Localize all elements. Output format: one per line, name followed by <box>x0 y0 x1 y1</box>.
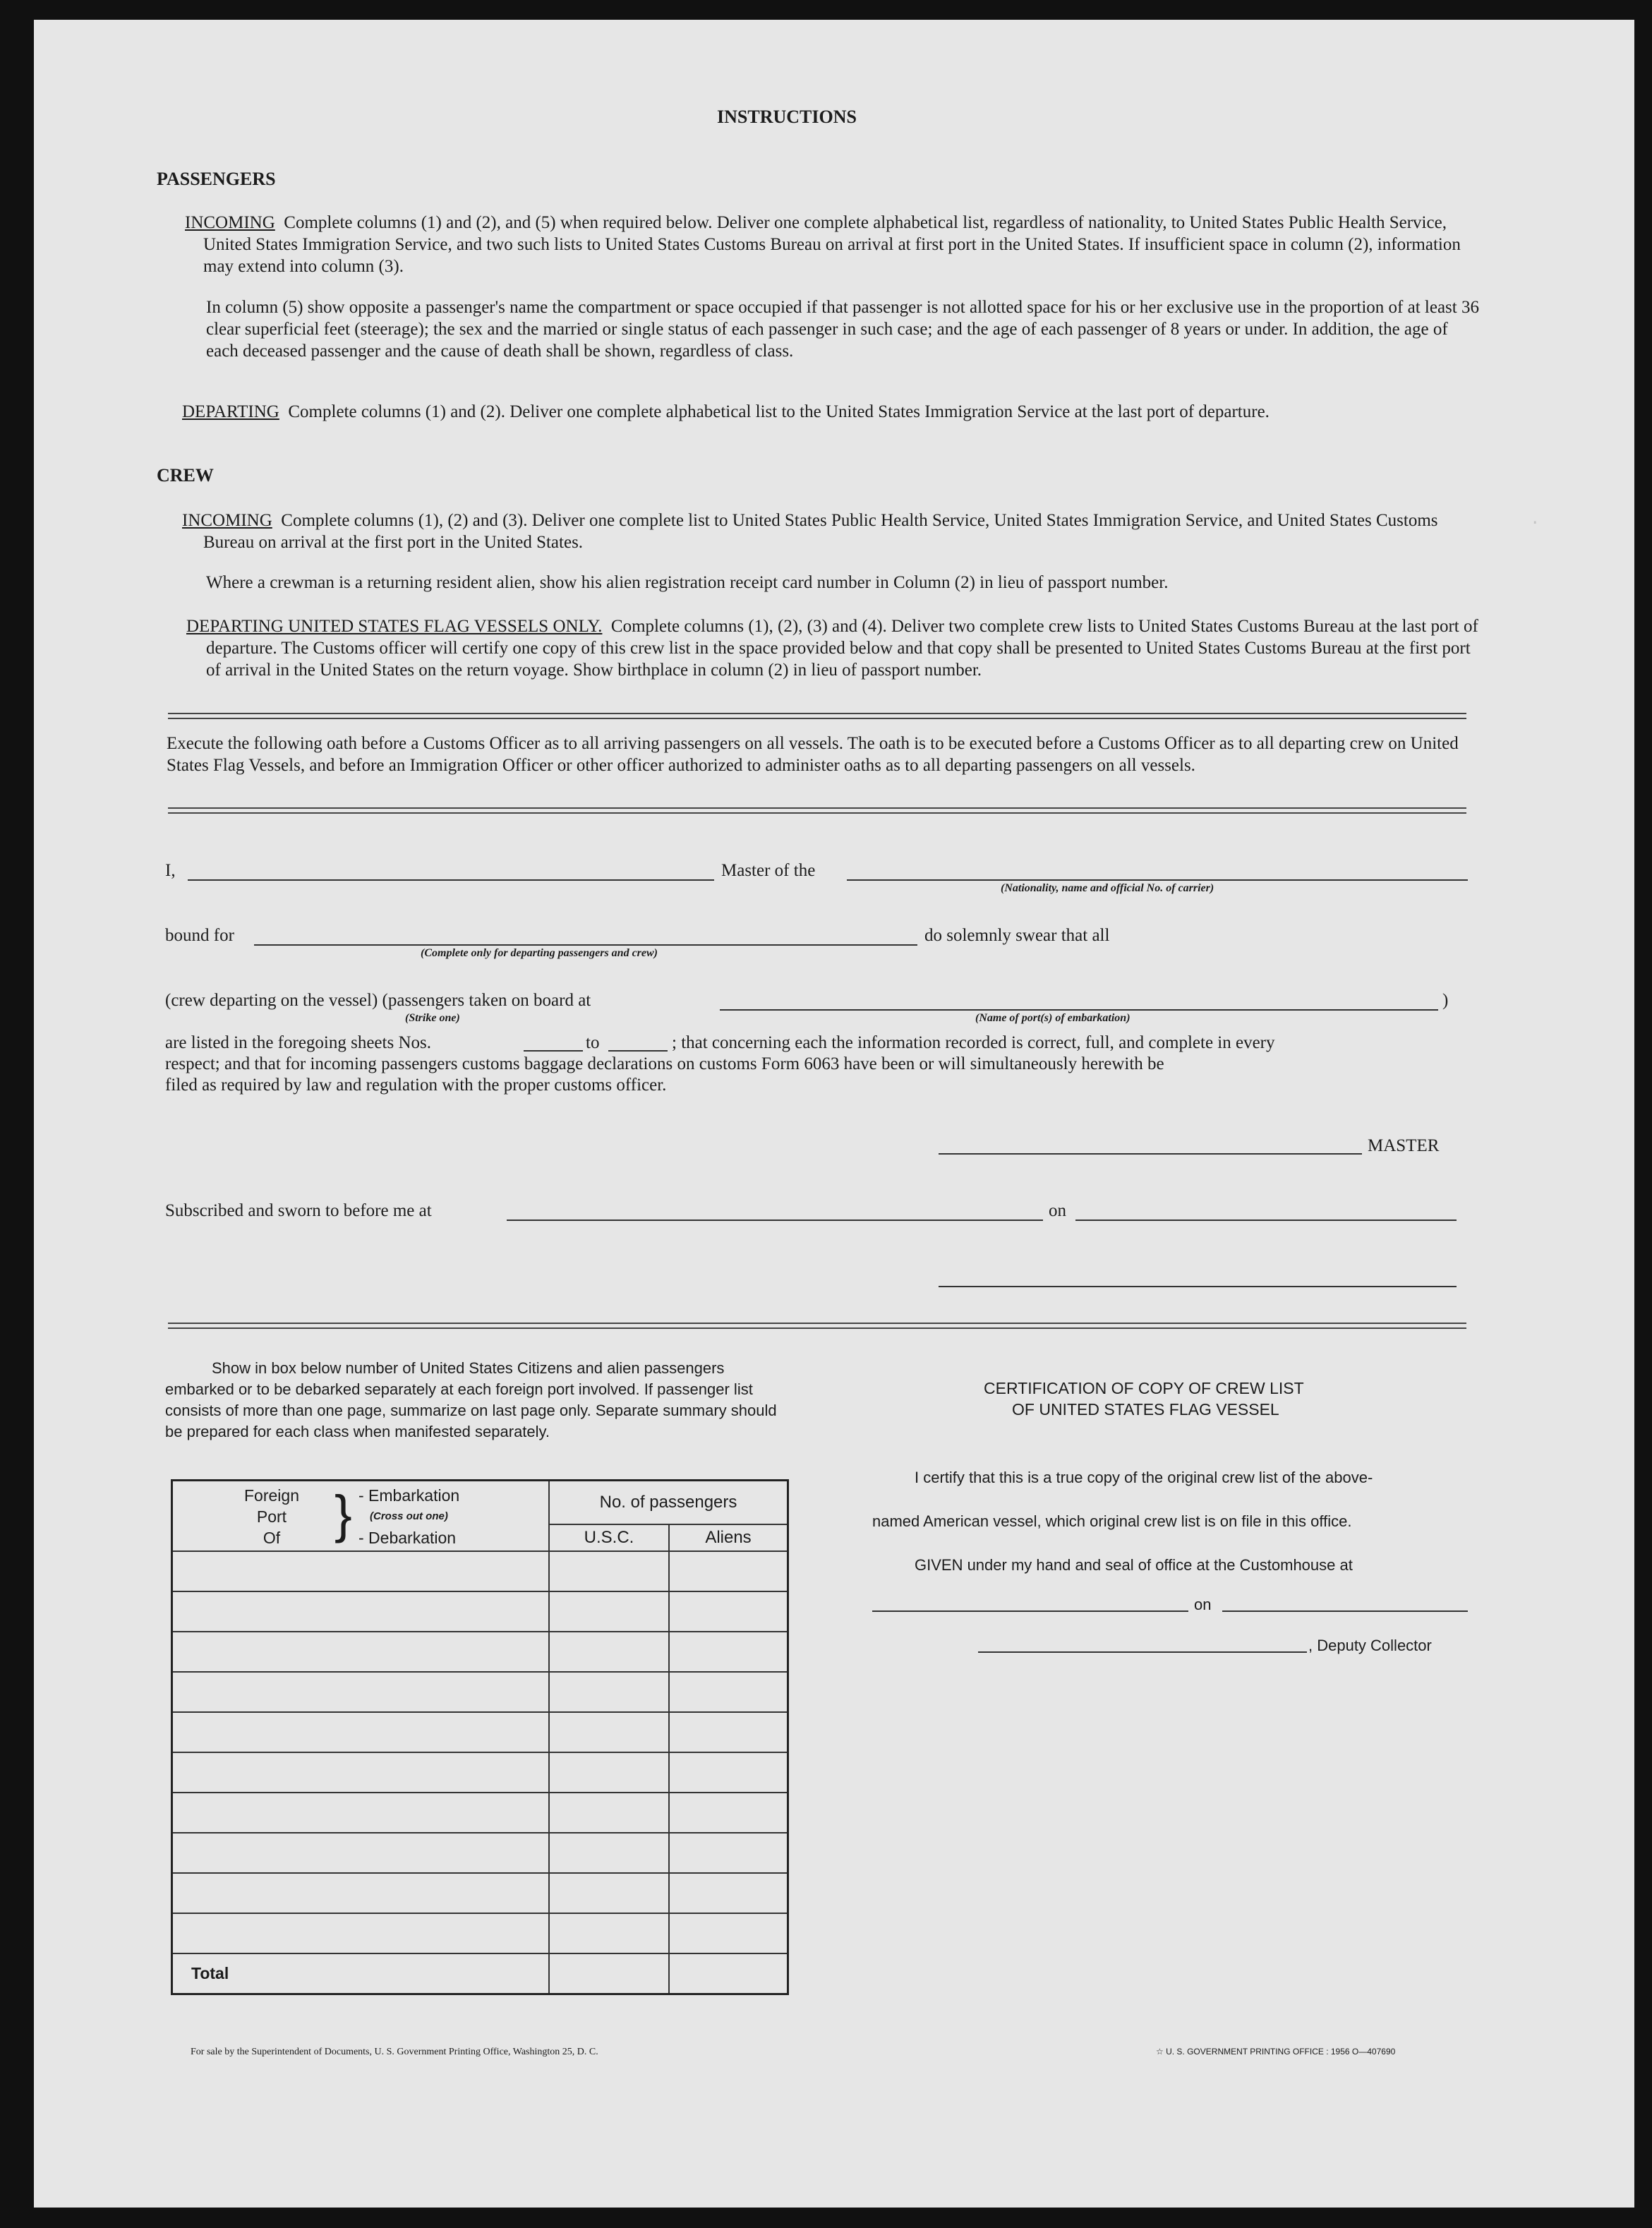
strike-one-caption: (Strike one) <box>405 1012 460 1024</box>
table-row <box>172 1793 788 1833</box>
listed-text-4: filed as required by law and regulation with the proper customs officer. <box>165 1076 667 1095</box>
usc-cell[interactable] <box>549 1873 669 1913</box>
passenger-summary-table <box>171 1479 789 1995</box>
crew-departing-label: DEPARTING UNITED STATES FLAG VESSELS ONLY. <box>186 617 603 636</box>
port-cell[interactable] <box>172 1913 550 1953</box>
table-row <box>172 1632 788 1672</box>
footer-right: ☆ U. S. GOVERNMENT PRINTING OFFICE : 1956 O—407690 <box>1156 2047 1396 2057</box>
no-of-passengers-header: No. of passengers <box>549 1481 788 1524</box>
usc-cell[interactable] <box>549 1672 669 1712</box>
listed-text-1: are listed in the foregoing sheets Nos. <box>165 1033 431 1052</box>
usc-header: U.S.C. <box>549 1524 669 1551</box>
subscribed-label: Subscribed and sworn to before me at <box>165 1201 432 1220</box>
port-caption: (Name of port(s) of embarkation) <box>975 1012 1131 1024</box>
certification-line-3: GIVEN under my hand and seal of office at the Customhouse at <box>915 1556 1353 1574</box>
crew-incoming-text: Complete columns (1), (2) and (3). Deliver one complete list to United States Public Health Service, United States Immigration Service, and United States Customs Bureau on arrival at the first port in the United States. <box>203 511 1438 552</box>
passengers-incoming-text: Complete columns (1) and (2), and (5) when required below. Deliver one complete alphabetical list, regardless of nationality, to United States Public Health Service, United States Immigration Service, and two such lists to United States Customs Bureau on arrival at first port in the United States. If insufficient space in column (2), information may extend into column (3). <box>203 213 1461 276</box>
officer-signature-field[interactable] <box>939 1286 1457 1287</box>
certification-title-2: OF UNITED STATES FLAG VESSEL <box>1012 1400 1279 1419</box>
port-cell[interactable] <box>172 1793 550 1833</box>
sheets-to-field[interactable] <box>608 1050 668 1052</box>
usc-cell[interactable] <box>549 1752 669 1793</box>
oath-instruction: Execute the following oath before a Customs Officer as to all arriving passengers on all vessels. The oath is to be executed before a Customs Officer as to all departing crew on United States Flag Vessels, and before an Immigration Officer or other officer authorized to administer oaths as to all departing passengers on all vessels. <box>167 734 1459 775</box>
customhouse-field[interactable] <box>872 1610 1188 1612</box>
passengers-incoming-paragraph <box>185 212 1481 277</box>
page-heading: INSTRUCTIONS <box>717 107 857 127</box>
embarkation-label[interactable]: - Embarkation <box>358 1486 460 1505</box>
master-of-the-label: Master of the <box>721 861 816 880</box>
master-name-field[interactable] <box>188 879 714 881</box>
foreign-port-of-labels <box>244 1485 299 1548</box>
usc-cell[interactable] <box>549 1833 669 1873</box>
solemnly-swear-text: do solemnly swear that all <box>924 926 1110 945</box>
aliens-cell[interactable] <box>669 1551 788 1591</box>
certification-date-field[interactable] <box>1222 1610 1468 1612</box>
table-row <box>172 1752 788 1793</box>
passengers-incoming-label: INCOMING <box>185 213 275 232</box>
crew-incoming-paragraph <box>182 510 1481 553</box>
certification-title-1: CERTIFICATION OF COPY OF CREW LIST <box>984 1379 1304 1397</box>
embarkation-options <box>358 1485 459 1548</box>
crew-departing-text: Complete columns (1), (2), (3) and (4). Deliver two complete crew lists to United States Customs Bureau at the last port of departure. The Customs officer will certify one copy of this crew list in the space provided below and that copy shall be presented to United States Customs Bureau at the first port of arrival in the United States on the return voyage. Show birthplace in column (2) in lieu of passport number. <box>206 617 1478 680</box>
to-label: to <box>586 1033 600 1052</box>
aliens-cell[interactable] <box>669 1712 788 1752</box>
port-cell[interactable] <box>172 1591 550 1632</box>
passengers-column5-paragraph: In column (5) show opposite a passenger's name the compartment or space occupied if that passenger is not allotted space for his or her exclusive use in the proportion of at least 36 clear superficial feet (steerage); the sex and the married or single status of each passenger in such case; and the age of each passenger of 8 years or under. In addition, the age of each deceased passenger and the cause of death shall be shown, regardless of class. <box>206 298 1479 361</box>
sworn-date-field[interactable] <box>1075 1220 1457 1221</box>
usc-cell[interactable] <box>549 1712 669 1752</box>
master-label: MASTER <box>1368 1136 1440 1155</box>
footer-left: For sale by the Superintendent of Documents, U. S. Government Printing Office, Washington 25, D. C. <box>191 2047 598 2057</box>
total-label: Total <box>172 1953 550 1994</box>
passengers-departing-text: Complete columns (1) and (2). Deliver one complete alphabetical list to the United States Immigration Service at the last port of departure. <box>288 402 1270 421</box>
carrier-field[interactable] <box>847 879 1468 881</box>
usc-cell[interactable] <box>549 1913 669 1953</box>
listed-text-3: respect; and that for incoming passengers customs baggage declarations on customs Form 6063 have been or will simultaneously herewith be <box>165 1054 1164 1073</box>
bound-for-label: bound for <box>165 926 234 945</box>
crew-section-title: CREW <box>157 465 214 486</box>
carrier-caption: (Nationality, name and official No. of carrier) <box>1001 882 1214 894</box>
aliens-cell[interactable] <box>669 1591 788 1632</box>
certification-on-label: on <box>1194 1596 1212 1613</box>
table-row <box>172 1672 788 1712</box>
passengers-departing-label: DEPARTING <box>182 402 279 421</box>
foreign-label: Foreign <box>244 1486 299 1505</box>
aliens-cell[interactable] <box>669 1632 788 1672</box>
port-cell[interactable] <box>172 1632 550 1672</box>
sheets-from-field[interactable] <box>524 1050 583 1052</box>
port-label: Port <box>256 1507 287 1526</box>
table-row <box>172 1551 788 1591</box>
oath-i-label: I, <box>165 861 176 880</box>
usc-cell[interactable] <box>549 1591 669 1632</box>
deputy-collector-signature-field[interactable] <box>978 1651 1307 1653</box>
passengers-departing-paragraph <box>182 401 1481 423</box>
usc-total-cell[interactable] <box>549 1953 669 1994</box>
port-cell[interactable] <box>172 1672 550 1712</box>
brace-symbol: } <box>334 1485 352 1543</box>
certification-line-1: I certify that this is a true copy of the original crew list of the above- <box>915 1469 1373 1486</box>
aliens-cell[interactable] <box>669 1913 788 1953</box>
summary-instructions: Show in box below number of United States Citizens and alien passengers embarked or to be debarked separately at each foreign port involved. If passenger list consists of more than one page, summarize on last page only. Separate summary should be prepared for each class when manifested separately. <box>165 1359 777 1440</box>
table-row <box>172 1712 788 1752</box>
usc-cell[interactable] <box>549 1632 669 1672</box>
table-row <box>172 1591 788 1632</box>
usc-cell[interactable] <box>549 1793 669 1833</box>
aliens-cell[interactable] <box>669 1793 788 1833</box>
foreign-port-header <box>172 1481 550 1552</box>
table-row <box>172 1913 788 1953</box>
deputy-collector-label: , Deputy Collector <box>1308 1637 1432 1654</box>
aliens-cell[interactable] <box>669 1833 788 1873</box>
aliens-header: Aliens <box>669 1524 788 1551</box>
port-cell[interactable] <box>172 1873 550 1913</box>
bound-for-field[interactable] <box>254 944 917 946</box>
section-divider <box>168 807 1466 814</box>
close-paren: ) <box>1442 991 1449 1010</box>
table-row <box>172 1873 788 1913</box>
cross-out-caption: (Cross out one) <box>370 1510 448 1522</box>
sworn-on-label: on <box>1049 1201 1066 1220</box>
crew-incoming-label: INCOMING <box>182 511 272 530</box>
passengers-section-title: PASSENGERS <box>157 169 276 189</box>
usc-cell[interactable] <box>549 1551 669 1591</box>
sworn-place-field[interactable] <box>507 1220 1043 1221</box>
aliens-cell[interactable] <box>669 1752 788 1793</box>
debarkation-label[interactable]: - Debarkation <box>358 1529 457 1547</box>
certification-line-2: named American vessel, which original crew list is on file in this office. <box>872 1512 1352 1530</box>
crew-resident-paragraph: Where a crewman is a returning resident alien, show his alien registration receipt card number in Column (2) in lieu of passport number. <box>206 573 1169 592</box>
table-row <box>172 1833 788 1873</box>
bleed-through-marks: · <box>1530 514 1541 533</box>
total-row <box>172 1953 788 1994</box>
bound-for-caption: (Complete only for departing passengers and crew) <box>421 947 658 959</box>
section-divider <box>168 713 1466 719</box>
port-cell[interactable] <box>172 1752 550 1793</box>
port-of-embarkation-field[interactable] <box>720 1009 1438 1011</box>
section-divider <box>168 1323 1466 1329</box>
form-page <box>34 20 1634 2208</box>
of-label: Of <box>263 1529 281 1547</box>
crew-departing-text: (crew departing on the vessel) (passengers taken on board at <box>165 991 591 1010</box>
master-signature-field[interactable] <box>939 1153 1362 1155</box>
port-cell[interactable] <box>172 1551 550 1591</box>
listed-text-2: ; that concerning each the information recorded is correct, full, and complete in every <box>672 1033 1275 1052</box>
port-cell[interactable] <box>172 1712 550 1752</box>
crew-departing-paragraph <box>186 615 1481 681</box>
aliens-cell[interactable] <box>669 1873 788 1913</box>
aliens-cell[interactable] <box>669 1672 788 1712</box>
port-cell[interactable] <box>172 1833 550 1873</box>
aliens-total-cell[interactable] <box>669 1953 788 1994</box>
